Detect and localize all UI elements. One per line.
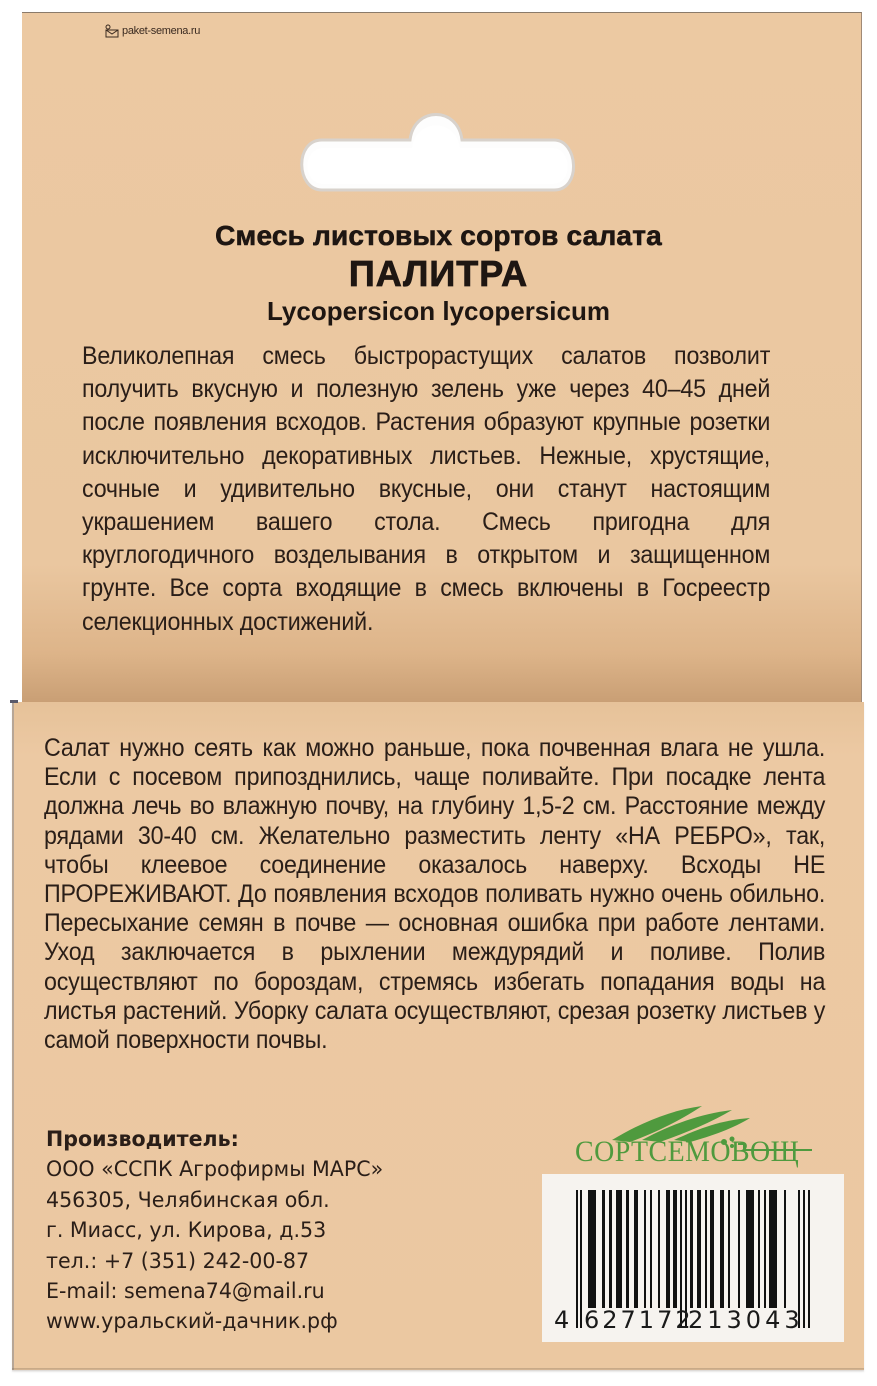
barcode-first-digit: 4 — [554, 1306, 571, 1334]
product-category: Смесь листовых сортов салата — [215, 220, 662, 251]
manufacturer-phone: тел.: +7 (351) 242-00-87 — [46, 1248, 310, 1273]
envelope-icon — [104, 24, 120, 38]
website-label — [104, 24, 200, 38]
panel-fold-notch — [10, 700, 18, 703]
barcode-left-group: 627172 — [584, 1306, 694, 1334]
manufacturer-email: E-mail: semena74@mail.ru — [46, 1279, 325, 1304]
latin-name: Lycopersicon lycopersicum — [267, 296, 610, 326]
product-name: ПАЛИТРА — [348, 253, 529, 294]
manufacturer-address-line2: г. Миасс, ул. Кирова, д.53 — [46, 1218, 327, 1243]
brand-name: СОРТСЕМОВОЩ — [575, 1135, 800, 1168]
manufacturer-heading: Производитель: — [46, 1127, 239, 1151]
manufacturer-info — [46, 1124, 383, 1337]
product-title-block — [0, 218, 877, 328]
sowing-instructions: Салат нужно сеять как можно раньше, пока почвенная влага не ушла. Если с посевом припозднились, чаще поливайте. При посадке лента должна лечь во влажную почву, на глубину 1,5-2 см. Расстояние между рядами 30-40 см. Желательно разместить ленту «НА РЕБРО», так, чтобы клеевое соединение оказалось наверху. Всходы НЕ ПРОРЕЖИВАЮТ. До появления всходов поливать нужно очень обильно. Пересыхание семян в почве — основная ошибка при работе лентами. Уход заключается в рыхлении междурядий и поливе. Полив осуществляют по бороздам, стремясь избегать попадания воды на листья растений. Уборку салата осуществляют, срезая розетку листьев у самой поверхности почвы. — [44, 734, 826, 1055]
manufacturer-website: www.уральский-дачник.рф — [46, 1309, 338, 1334]
barcode — [542, 1174, 844, 1342]
barcode-number — [554, 1306, 804, 1334]
hang-hole — [282, 96, 594, 205]
product-description: Великолепная смесь быстрорастущих салатов позволит получить вкусную и полезную зелень уже через 40–45 дней после появления всходов. Растения образуют крупные розетки исключительно декоративных листьев. Нежные, хрустящие, сочные и удивительно вкусные, они станут настоящим украшением вашего стола. Смесь пригодна для круглогодичного возделывания в открытом и защищенном грунте. Все сорта входящие в смесь включены в Госреестр селекционных достижений. — [82, 342, 771, 636]
manufacturer-address-line1: 456305, Челябинская обл. — [46, 1187, 330, 1212]
panel-bottom-shadow — [12, 1368, 864, 1372]
barcode-right-group: 213043 — [688, 1306, 804, 1334]
manufacturer-company: ООО «ССПК Агрофирмы МАРС» — [46, 1157, 384, 1182]
website-label-text: paket-semena.ru — [122, 25, 201, 37]
